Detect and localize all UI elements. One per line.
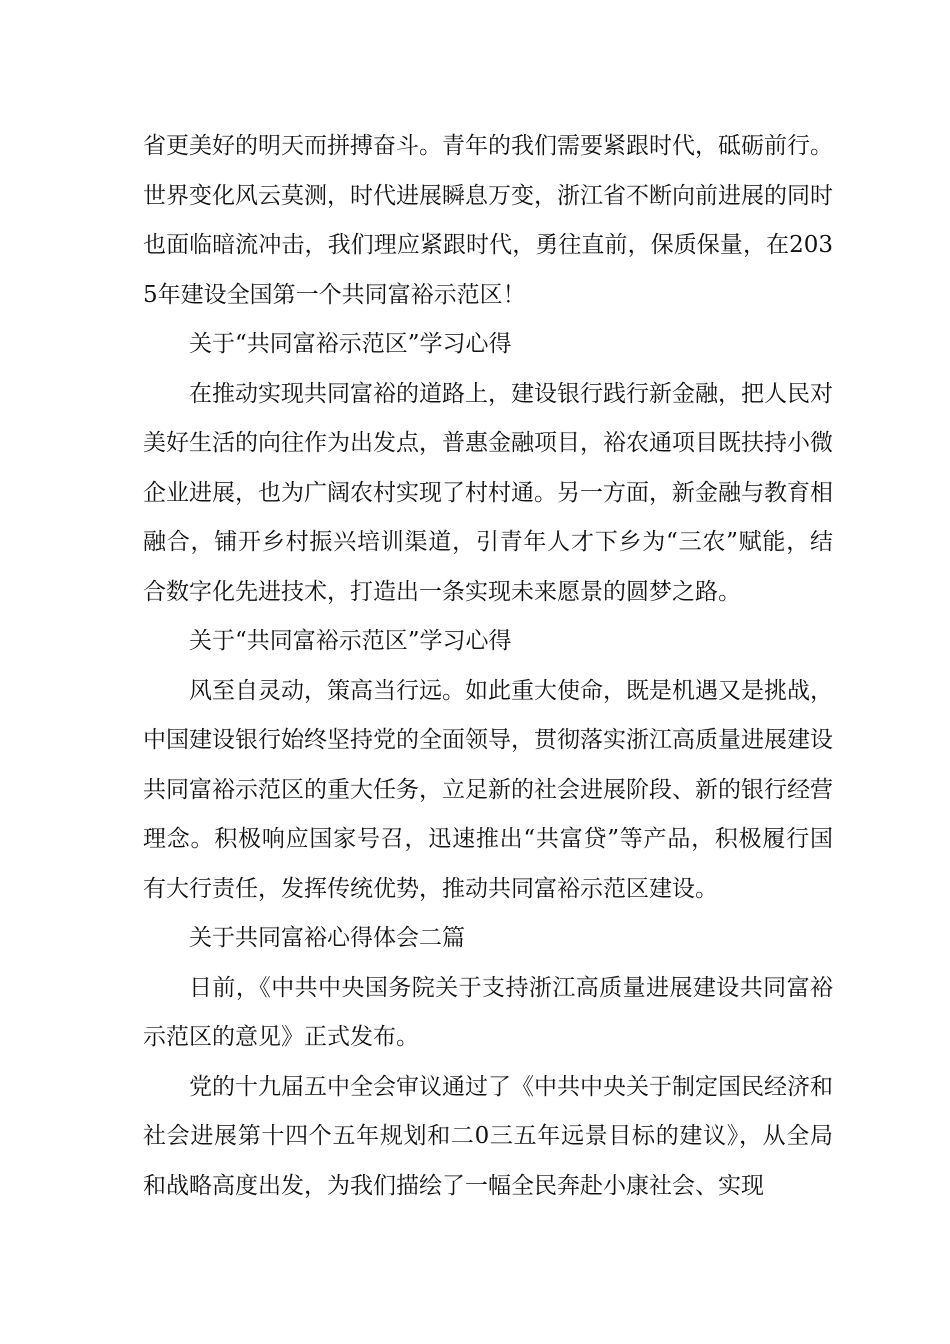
section-heading: 关于“共同富裕示范区”学习心得 (189, 331, 512, 357)
document-body (143, 122, 833, 1211)
body-paragraph: 省更美好的明天而拼搏奋斗。青年的我们需要紧跟时代，砥砺前行。世界变化风云莫测，时代进展瞬息万变，浙江省不断向前进展的同时也面临暗流冲击，我们理应紧跟时代，勇往直前，保质保量，在2035年建设全国第一个共同富裕示范区！ (143, 133, 833, 308)
body-paragraph: 党的十九届五中全会审议通过了《中共中央关于制定国民经济和社会进展第十四个五年规划和二0三五年远景目标的建议》，从全局和战略高度出发，为我们描绘了一幅全民奔赴小康社会、实现 (143, 1073, 833, 1199)
section-heading: 关于共同富裕心得体会二篇 (189, 925, 465, 951)
body-paragraph: 风至自灵动，策高当行远。如此重大使命，既是机遇又是挑战，中国建设银行始终坚持党的全面领导，贯彻落实浙江高质量进展建设共同富裕示范区的重大任务，立足新的社会进展阶段、新的银行经营理念。积极响应国家号召，迅速推出“共富贷”等产品，积极履行国有大行责任，发挥传统优势，推动共同富裕示范区建设。 (143, 677, 833, 902)
body-paragraph: 在推动实现共同富裕的道路上，建设银行践行新金融，把人民对美好生活的向往作为出发点，普惠金融项目，裕农通项目既扶持小微企业进展，也为广阔农村实现了村村通。另一方面，新金融与教育相融合，铺开乡村振兴培训渠道，引青年人才下乡为“三农”赋能，结合数字化先进技术，打造出一条实现未来愿景的圆梦之路。 (143, 380, 833, 605)
section-heading: 关于“共同富裕示范区”学习心得 (189, 628, 512, 654)
body-paragraph: 日前，《中共中央国务院关于支持浙江高质量进展建设共同富裕示范区的意见》正式发布。 (143, 974, 833, 1050)
